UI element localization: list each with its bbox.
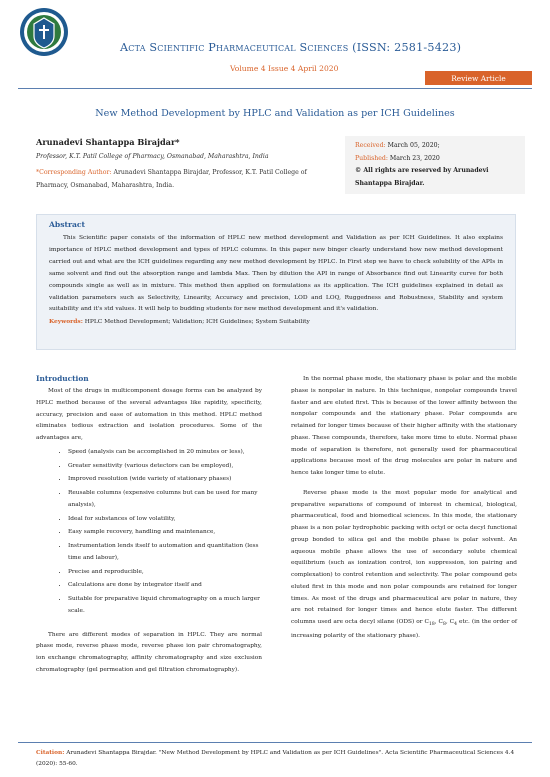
list-item: • Speed (analysis can be accomplished in 20 minutes or less), [68, 447, 262, 459]
author-name: Arunadevi Shantappa Birajdar* [36, 137, 180, 147]
journal-name: Acta Scientific Pharmaceutical Sciences (ISSN: 2581-5423) [120, 41, 462, 54]
corresponding-label: *Corresponding Author: [36, 169, 112, 176]
reverse-phase-paragraph [291, 488, 517, 643]
introduction-heading: Introduction [36, 374, 89, 383]
published-date: March 23, 2020 [389, 154, 440, 162]
citation-text: Arunadevi Shantappa Birajdar. "New Method Development by HPLC and Validation as per ICH Guidelines". Acta Scientific Pharmaceutical Sciences 4.4 (2020): 55-60. [36, 750, 515, 767]
corresponding-author [36, 166, 336, 192]
left-column [36, 373, 262, 677]
article-title: New Method Development by HPLC and Validation as per ICH Guidelines [95, 108, 455, 119]
header-divider [18, 88, 532, 89]
normal-phase-paragraph: In the normal phase mode, the stationary phase is polar and the mobile phase is nonpolar in nature. In this technique, nonpolar compounds travel faster and are eluted first. This is because of the lower affinity between the nonpolar compounds and the stationary phase. Polar compounds are retained for longer times because of their higher affinity with the stationary phase. These compounds, therefore, take more time to elute. Normal phase mode of separation is therefore, not generally used for pharmaceutical applications because most of the drug molecules are polar in nature and hence take longer time to elute. [291, 376, 517, 476]
list-item: • Calculations are done by integrator itself and [68, 580, 262, 592]
subscript-8: 8 [442, 622, 446, 628]
list-item: • Easy sample recovery, handling and maintenance, [68, 527, 262, 539]
c4-text: , C [445, 619, 455, 625]
list-item: • Instrumentation lends itself to automation and quantitation (less time and labour), [68, 541, 262, 565]
citation [36, 748, 516, 769]
reverse-phase-tail: etc. (in the order of increasing polarity of the stationary phase). [291, 619, 517, 639]
volume-issue: Volume 4 Issue 4 April 2020 [230, 64, 339, 73]
rights-statement: © All rights are reserved by Arunadevi Shantappa Birajdar. [355, 167, 489, 187]
c8-text: , C [434, 619, 443, 625]
intro-paragraph-1: Most of the drugs in multicomponent dosage forms can be analyzed by HPLC method because of the several advantages like rapidity, specificity, accuracy, precision and ease of automation in this method. HPLC method eliminates tedious extraction and isolation procedures. Some of the advantages are, [36, 388, 262, 441]
list-item: • Greater sensitivity (various detectors can be employed), [68, 461, 262, 473]
keywords-label: Keywords: [49, 318, 83, 326]
list-item: • Ideal for substances of low volatility, [68, 514, 262, 526]
keywords-list: HPLC Method Development; Validation; ICH Guidelines; System Suitability [84, 319, 310, 326]
list-item: • Improved resolution (wide variety of stationary phases) [68, 474, 262, 486]
dates-box [345, 136, 525, 194]
published-label: Published: [355, 154, 388, 162]
received-label: Received: [355, 142, 386, 149]
abstract-heading: Abstract [49, 220, 86, 229]
corresponding-text: Arunadevi Shantappa Birajdar, Professor, K.T. Patil College of Pharmacy, Osmanabad, Maharashtra, India. [36, 169, 307, 189]
keywords [49, 316, 503, 328]
right-column [291, 373, 517, 643]
article-type-badge: Review Article [425, 71, 532, 85]
journal-logo [18, 6, 70, 58]
subscript-18: 18 [428, 622, 435, 628]
footer-divider [18, 742, 532, 743]
received-date: March 05, 2020; [387, 142, 440, 149]
list-item: • Suitable for preparative liquid chromatography on a much larger scale. [68, 594, 262, 618]
intro-paragraph-2: There are different modes of separation in HPLC. They are normal phase mode, reverse phase mode, reverse phase ion pair chromatography, ion exchange chromatography, affinity chromatography and size exclusion chromatography (gel permeation and gel filtration chromatography). [36, 631, 262, 673]
abstract-text: This Scientific paper consists of the information of HPLC new method development and Validation as per ICH Guidelines. It also explains importance of HPLC method development and types of HPLC columns. In this paper new binger clearly understand how new method development carried out and what are the ICH guidelines regarding any new method development by HPLC. In First step we have to check solubility of the APIs in same solvent and find out the absorption range and lambda Max. Then by dilution the API in range of Absorbance find out Linearity curve for both compounds single as well as in mixture. This method then applied on formulations as its application. The ICH guidelines explained in detail as validation parameters such as Selectivity, Linearity, Accuracy and precision, LOD and LOQ, Ruggedness and Robustness, Stability and system suitability and it's std values. It will help to budding students for new method development and it's validation. [49, 235, 503, 313]
abstract-box [36, 214, 516, 350]
citation-label: Citation: [36, 750, 65, 756]
author-affiliation: Professor, K.T. Patil College of Pharmacy, Osmanabad, Maharashtra, India [36, 153, 269, 160]
reverse-phase-text: Reverse phase mode is the most popular mode for analytical and preparative separations of compound of interest in chemical, biological, pharmaceutical, food and biomedical sciences. In this mode, the stationary phase is a non polar hydrophobic packing with octyl or octa decyl functional group bonded to silica gel and the mobile phase is polar solvent. An aqueous mobile phase allows the use of secondary solute chemical equilibrium (such as ionization control, ion suppression, ion pairing and complexation) to control retention and selectivity. The polar compound gets eluted first in this mode and non polar compounds are retained for longer times. As most of the drugs and pharmaceutical are polar in nature, they are not retained for longer times and hence elute faster. The different columns used are octa decyl silane (ODS) or C [291, 489, 517, 625]
subscript-4: 4 [454, 622, 457, 628]
advantages-list [36, 447, 262, 618]
list-item: • Precise and reproducible, [68, 567, 262, 579]
list-item: • Reusable columns (expensive columns but can be used for many analysis), [68, 488, 262, 512]
